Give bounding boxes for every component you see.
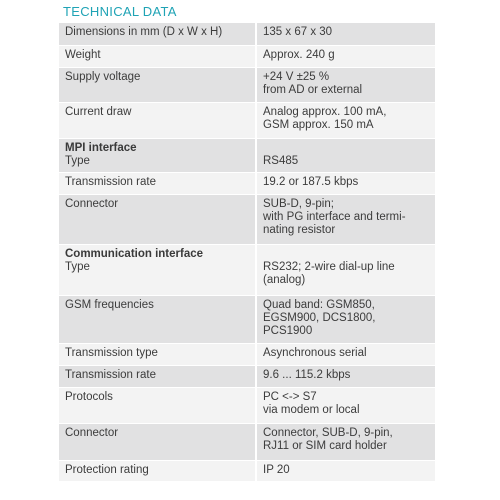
spec-label-cell: [59, 194, 256, 244]
spec-value-cell: [256, 295, 435, 343]
spec-label: Connector: [65, 197, 119, 210]
page-title: TECHNICAL DATA: [63, 4, 177, 19]
spec-value-cell: [256, 244, 435, 295]
table-row: [59, 172, 435, 194]
spec-label-cell: [59, 423, 256, 460]
spec-label-cell: [59, 102, 256, 138]
table-row: [59, 23, 435, 45]
spec-value-line: 19.2 or 187.5 kbps: [263, 175, 359, 188]
spec-label: Supply voltage: [65, 70, 141, 83]
spec-value-cell: [256, 423, 435, 460]
spec-value-cell: [256, 102, 435, 138]
spec-label: Transmission rate: [65, 175, 156, 188]
table-row: [59, 138, 435, 172]
spec-value-line: Connector, SUB-D, 9-pin,: [263, 426, 393, 439]
spec-value-line: SUB-D, 9-pin;: [263, 197, 334, 210]
spec-value-cell: [256, 365, 435, 387]
spec-value-line: +24 V ±25 %: [263, 70, 330, 83]
table-row: [59, 102, 435, 138]
spec-value-line: [263, 248, 429, 261]
table-row: [59, 295, 435, 343]
spec-value-cell: [256, 138, 435, 172]
spec-value-line: RS485: [263, 154, 299, 167]
spec-label: Type: [65, 260, 90, 273]
spec-label: Connector: [65, 426, 119, 439]
spec-label-cell: [59, 45, 256, 67]
table-row: [59, 244, 435, 295]
spec-value-cell: [256, 460, 435, 481]
spec-value-cell: [256, 23, 435, 45]
table-row: [59, 67, 435, 102]
spec-label: Current draw: [65, 105, 132, 118]
table-row: [59, 423, 435, 460]
table-row: [59, 460, 435, 481]
spec-value-line: [263, 142, 429, 155]
spec-label: Protocols: [65, 390, 113, 403]
spec-label: Weight: [65, 48, 101, 61]
spec-label: Transmission rate: [65, 368, 156, 381]
spec-value-cell: [256, 45, 435, 67]
spec-label-cell: [59, 460, 256, 481]
section-title: MPI interface: [65, 141, 137, 154]
spec-value-line: Approx. 240 g: [263, 48, 335, 61]
spec-value-cell: [256, 194, 435, 244]
spec-value-line: PCS1900: [263, 324, 313, 337]
spec-label-cell: [59, 244, 256, 295]
spec-value-line: PC <-> S7: [263, 390, 317, 403]
spec-label-cell: [59, 23, 256, 45]
table-row: [59, 365, 435, 387]
section-title: Communication interface: [65, 247, 204, 260]
spec-value-line: (analog): [263, 273, 306, 286]
spec-label-cell: [59, 365, 256, 387]
table-row: [59, 45, 435, 67]
spec-label: Protection rating: [65, 463, 149, 476]
spec-value-line: via modem or local: [263, 403, 360, 416]
spec-value-line: from AD or external: [263, 83, 363, 96]
spec-value-cell: [256, 343, 435, 365]
table-body: [59, 23, 435, 481]
table-row: [59, 194, 435, 244]
spec-value-line: RJ11 or SIM card holder: [263, 439, 387, 452]
technical-data-table: [59, 23, 435, 482]
spec-value-cell: [256, 387, 435, 423]
spec-label-cell: [59, 138, 256, 172]
spec-value-cell: [256, 67, 435, 102]
spec-value-line: GSM approx. 150 mA: [263, 118, 374, 131]
table-row: [59, 387, 435, 423]
spec-value-line: RS232; 2-wire dial-up line: [263, 260, 395, 273]
spec-label: Dimensions in mm (D x W x H): [65, 26, 223, 38]
spec-label-cell: [59, 67, 256, 102]
spec-value-line: Analog approx. 100 mA,: [263, 105, 387, 118]
table-row: [59, 343, 435, 365]
spec-value-line: Asynchronous serial: [263, 346, 367, 359]
spec-label: Transmission type: [65, 346, 158, 359]
spec-value-line: nating resistor: [263, 223, 336, 236]
spec-value-line: 135 x 67 x 30: [263, 26, 333, 38]
spec-label-cell: [59, 295, 256, 343]
spec-value-line: with PG interface and termi-: [263, 210, 406, 223]
spec-value-line: EGSM900, DCS1800,: [263, 311, 376, 324]
spec-value-line: 9.6 ... 115.2 kbps: [263, 368, 351, 381]
spec-label: Type: [65, 154, 90, 167]
spec-label: GSM frequencies: [65, 298, 154, 311]
spec-label-cell: [59, 172, 256, 194]
spec-value-line: IP 20: [263, 463, 290, 476]
spec-value-line: Quad band: GSM850,: [263, 298, 375, 311]
spec-label-cell: [59, 343, 256, 365]
spec-label-cell: [59, 387, 256, 423]
spec-value-cell: [256, 172, 435, 194]
